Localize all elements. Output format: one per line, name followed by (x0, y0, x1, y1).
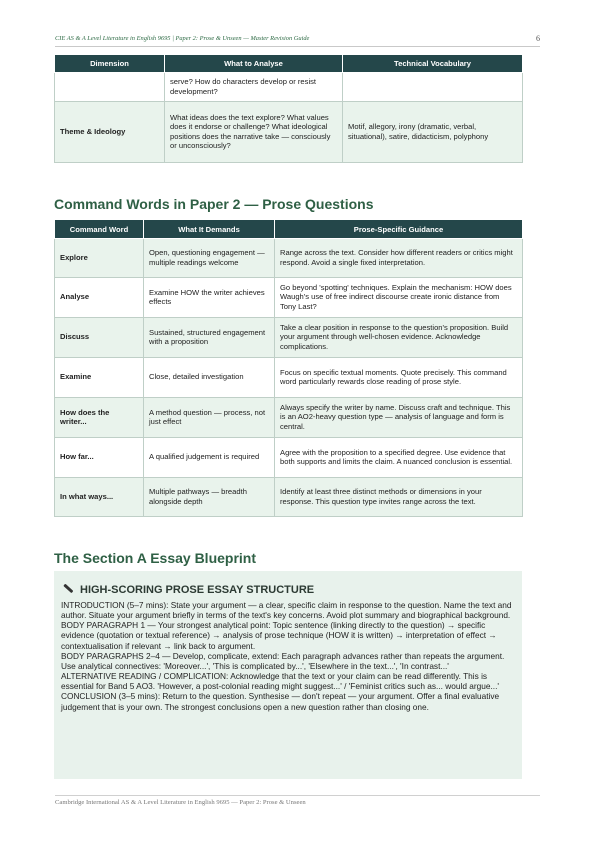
running-header (55, 33, 540, 47)
table-cell: How does the writer... (55, 398, 144, 438)
table-header-row (55, 55, 523, 73)
table-cell: Theme & Ideology (55, 102, 165, 163)
essay-structure-callout (54, 571, 522, 779)
table-cell: Open, questioning engagement — multiple readings welcome (144, 239, 275, 278)
table-cell: Range across the text. Consider how different readers or critics might respond. Avoid a single fixed interpretation. (275, 239, 523, 278)
blueprint-paragraph: BODY PARAGRAPH 1 — Your strongest analytical point: Topic sentence (linking directly to the question) → specific evidence (quotation or textual reference) → analysis of prose technique (HOW it is written) → interpretation of effect → contextualisation if relevant → link back to argument. (61, 620, 497, 651)
table-cell: Examine (55, 358, 144, 398)
table-cell: serve? How do characters develop or resist development? (165, 73, 343, 102)
table-cell: Identify at least three distinct methods or dimensions in your response. This question type invites range across the text. (275, 478, 523, 517)
table-cell: Close, detailed investigation (144, 358, 275, 398)
table-row (55, 358, 523, 398)
section-heading-command-words: Command Words in Paper 2 — Prose Questions (54, 196, 374, 212)
table-cell (55, 73, 165, 102)
command-words-table (54, 219, 523, 517)
column-header: Command Word (55, 220, 144, 239)
column-header: Technical Vocabulary (343, 55, 523, 73)
pen-icon (62, 582, 72, 594)
blueprint-paragraph: CONCLUSION (3–5 mins): Return to the question. Synthesise — don't repeat — your argument. Offer a final evaluative judgement that is your own. The strongest conclusions open a new question rather than closing one. (61, 691, 500, 712)
running-title: CIE AS & A Level Literature in English 9695 | Paper 2: Prose & Unseen — Master Revision Guide (55, 35, 310, 42)
table-cell: In what ways... (55, 478, 144, 517)
table-row (55, 73, 523, 102)
table-cell: Multiple pathways — breadth alongside depth (144, 478, 275, 517)
column-header: Prose-Specific Guidance (275, 220, 523, 239)
callout-title-text: HIGH-SCORING PROSE ESSAY STRUCTURE (80, 584, 315, 596)
column-header: What to Analyse (165, 55, 343, 73)
table-cell: Take a clear position in response to the question's proposition. Build your argument through well-chosen evidence. Acknowledge complications. (275, 318, 523, 358)
table-cell: Go beyond 'spotting' techniques. Explain the mechanism: HOW does Waugh's use of free indirect discourse create ironic distance from Tony Last? (275, 278, 523, 318)
table-row (55, 478, 523, 517)
column-header: What It Demands (144, 220, 275, 239)
table-cell: Analyse (55, 278, 144, 318)
callout-title (62, 582, 314, 596)
table-cell: Motif, allegory, irony (dramatic, verbal, situational), satire, didacticism, polyphony (343, 102, 523, 163)
table-cell: A method question — process, not just effect (144, 398, 275, 438)
table-cell: Sustained, structured engagement with a proposition (144, 318, 275, 358)
table-cell: A qualified judgement is required (144, 438, 275, 478)
blueprint-paragraph: INTRODUCTION (5–7 mins): State your argument — a clear, specific claim in response to the question. Name the text and author. Situate your argument briefly in terms of the text's key concerns. Avoid plot summary and biographical background. (61, 600, 512, 621)
table-row (55, 239, 523, 278)
table-row (55, 398, 523, 438)
callout-body (61, 600, 515, 712)
table-row (55, 438, 523, 478)
table-row (55, 278, 523, 318)
page-number: 6 (536, 34, 540, 43)
table-cell: Explore (55, 239, 144, 278)
table-cell: Focus on specific textual moments. Quote precisely. This command word particularly rewards close reading of prose style. (275, 358, 523, 398)
dimensions-table (54, 54, 523, 163)
table-header-row (55, 220, 523, 239)
page-footer: Cambridge International AS & A Level Literature in English 9695 — Paper 2: Prose & Unseen (55, 795, 540, 806)
table-cell: Always specify the writer by name. Discuss craft and technique. This is an AO2-heavy question type — analysis of language and form is central. (275, 398, 523, 438)
table-cell: What ideas does the text explore? What values does it endorse or challenge? What ideological positions does the narrative take — consciously or unconsciously? (165, 102, 343, 163)
table-cell: Examine HOW the writer achieves effects (144, 278, 275, 318)
table-cell: Agree with the proposition to a specified degree. Use evidence that both supports and limits the claim. A nuanced conclusion is essential. (275, 438, 523, 478)
table-row (55, 318, 523, 358)
table-cell: How far... (55, 438, 144, 478)
blueprint-paragraph: ALTERNATIVE READING / COMPLICATION: Acknowledge that the text or your claim can be read differently. This is essential for Band 5 AO3. 'However, a post-colonial reading might suggest...' / 'Feminist critics such as... would argue...' (61, 671, 499, 692)
column-header: Dimension (55, 55, 165, 73)
section-heading-essay-blueprint: The Section A Essay Blueprint (54, 550, 257, 566)
blueprint-paragraph: BODY PARAGRAPHS 2–4 — Develop, complicate, extend: Each paragraph advances rather than repeats the argument. Use analytical connectives: 'Moreover...', 'This is complicated by...', 'Elsewhere in the text...', 'In contrast...' (61, 650, 505, 671)
table-row (55, 102, 523, 163)
table-cell: Discuss (55, 318, 144, 358)
table-cell (343, 73, 523, 102)
